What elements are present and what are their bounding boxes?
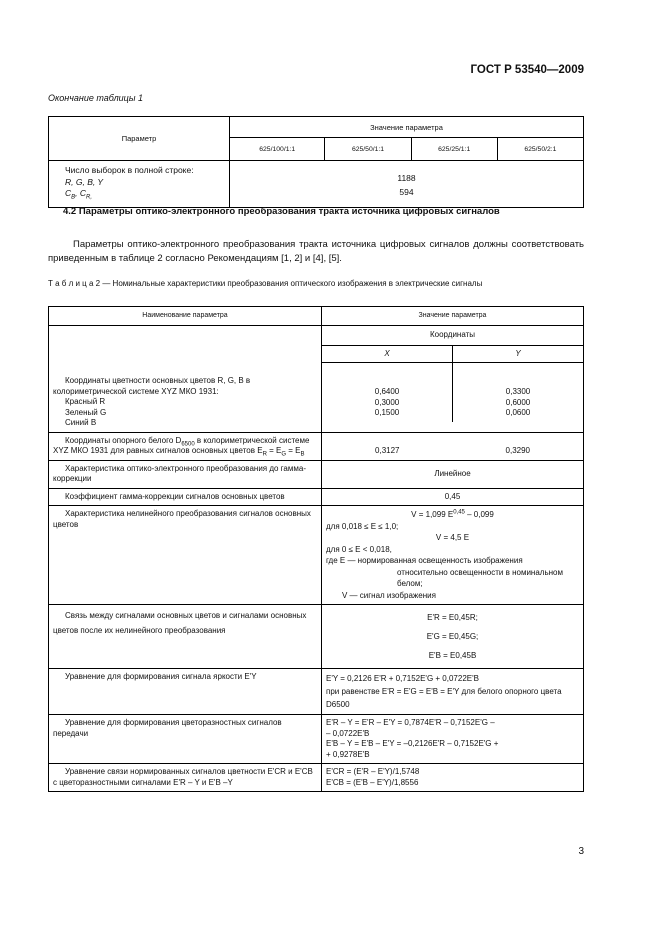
gamma-eq-g: E'G = E0,45G;	[426, 632, 479, 641]
row-primaries	[49, 326, 584, 433]
transfer-cond-1: для 0,018 ≤ E ≤ 1,0;	[326, 521, 399, 531]
coord-y: Y	[515, 348, 521, 358]
oe-label: Характеристика оптико-электронного преобразования до гамма-коррекции	[49, 460, 322, 488]
chroma-eq-cb: E'CB = (E'B – E'Y)/1,8556	[326, 777, 419, 787]
row-gamma	[49, 488, 584, 506]
nonlinear-label: Характеристика нелинейного преобразования сигналов основных цветов	[49, 506, 322, 605]
chroma-norm-value	[322, 764, 584, 792]
row-oe-characteristic	[49, 460, 584, 488]
color-diff-eq-2: E'B – Y = E'B – E'Y = –0,2126E'R – 0,7152E'G +	[326, 739, 499, 748]
color-diff-label: Уравнение для формирования цветоразностных сигналов передачи	[49, 715, 322, 764]
section-intro: Параметры оптико-электронного преобразования тракта источника цифровых сигналов должны соответствовать приведенным в таблице 2 согласно Рекомендациям [1, 2] и [4], [5].	[48, 239, 584, 264]
blue-label: Синий B	[65, 418, 97, 427]
table-continuation-label: Окончание таблицы 1	[48, 93, 143, 103]
red-x: 0,6400	[374, 387, 400, 396]
luma-value	[322, 669, 584, 715]
samples-label: Число выборок в полной строке: R, G, B, Y $C_B$, $C_{R,}$	[49, 161, 230, 208]
page-number: 3	[578, 846, 584, 857]
format-2: 625/50/1:1	[325, 138, 411, 161]
gamma-label: Коэффициент гамма-коррекции сигналов основных цветов	[49, 488, 322, 506]
row-gamma-relation	[49, 605, 584, 669]
white-x: 0,3127	[375, 446, 400, 455]
format-4: 625/50/2:1	[497, 138, 583, 161]
red-label: Красный R	[65, 397, 106, 406]
col-name: Наименование параметра	[49, 307, 322, 326]
transfer-eq-2: V = 4,5 E	[435, 533, 470, 542]
transfer-eq-1: V = 1,099 E$^{0,45}$ – 0,099	[411, 509, 494, 519]
green-y: 0,6000	[505, 397, 531, 407]
row-white-point	[49, 432, 584, 460]
white-point-label: Координаты опорного белого $D_{6500}$ в колориметрической системе XYZ МКО 1931 для равных сигналов основных цветов $E_R = E_G = E_B$	[49, 432, 322, 460]
nonlinear-value	[322, 506, 584, 605]
luma-label: Уравнение для формирования сигнала яркости E'Y	[49, 669, 322, 715]
table-2	[48, 306, 584, 792]
blue-y: 0,0600	[505, 408, 531, 417]
row-chroma-normalization	[49, 764, 584, 792]
coord-x: X	[322, 346, 453, 363]
transfer-note-2: относительно освещенности в номинальном	[397, 567, 563, 577]
col-value: Значение параметра	[322, 307, 584, 326]
format-3: 625/25/1:1	[411, 138, 497, 161]
blue-x: 0,1500	[374, 408, 400, 417]
luma-eq: E'Y = 0,2126 E'R + 0,7152E'G + 0,0722E'B	[326, 674, 479, 683]
format-1: 625/100/1:1	[230, 138, 325, 161]
samples-values	[230, 161, 584, 208]
color-diff-eq-2b: + 0,9278E'B	[326, 749, 370, 759]
gamma-value: 0,45	[322, 488, 584, 506]
gamma-relation-label: Связь между сигналами основных цветов и сигналами основных цветов после их нелинейного преобразования	[49, 605, 322, 669]
transfer-note-4: V — сигнал изображения	[342, 590, 436, 600]
samples-rgby: 1188	[397, 173, 416, 183]
gamma-eq-r: E'R = E0,45R;	[427, 613, 478, 622]
red-y: 0,3300	[505, 387, 531, 396]
color-diff-eq-1b: – 0,0722E'B	[326, 728, 370, 738]
col-value: Значение параметра	[230, 117, 584, 138]
transfer-note-3: белом;	[397, 579, 423, 588]
table-2-caption: Т а б л и ц а 2 — Номинальные характеристики преобразования оптического изображения в электрические сигналы	[48, 279, 483, 288]
samples-cbcr: 594	[399, 187, 414, 197]
green-label: Зеленый G	[65, 407, 107, 417]
coord-header: Координаты	[322, 326, 583, 346]
col-parameter: Параметр	[49, 117, 230, 161]
table-1-end	[48, 116, 584, 208]
primaries-label: Координаты цветности основных цветов R, G, B в колориметрической системе XYZ МКО 1931:	[53, 376, 251, 396]
gamma-eq-b: E'B = E0,45B	[428, 651, 477, 660]
white-y: 0,3290	[505, 446, 530, 455]
transfer-cond-2: для 0 ≤ E < 0,018,	[326, 544, 392, 554]
luma-note: при равенстве E'R = E'G = E'B = E'Y для белого опорного цвета D6500	[326, 687, 562, 709]
color-diff-eq-1: E'R – Y = E'R – E'Y = 0,7874E'R – 0,7152E'G –	[326, 718, 495, 727]
standard-number: ГОСТ Р 53540—2009	[470, 64, 584, 76]
green-x: 0,3000	[374, 397, 400, 407]
row-nonlinear	[49, 506, 584, 605]
gamma-relation-value	[322, 605, 584, 669]
color-diff-value	[322, 715, 584, 764]
chroma-norm-label: Уравнение связи нормированных сигналов цветности E'CR и E'CB с цветоразностными сигналами E'R – Y и E'B –Y	[49, 764, 322, 792]
transfer-note-1: где E — нормированная освещенность изображения	[326, 556, 523, 565]
section-title: 4.2 Параметры оптико-электронного преобразования тракта источника цифровых сигналов	[63, 206, 500, 217]
chroma-eq-cr: E'CR = (E'R – E'Y)/1,5748	[326, 767, 420, 776]
row-luma	[49, 669, 584, 715]
oe-value: Линейное	[322, 460, 584, 488]
row-color-difference	[49, 715, 584, 764]
